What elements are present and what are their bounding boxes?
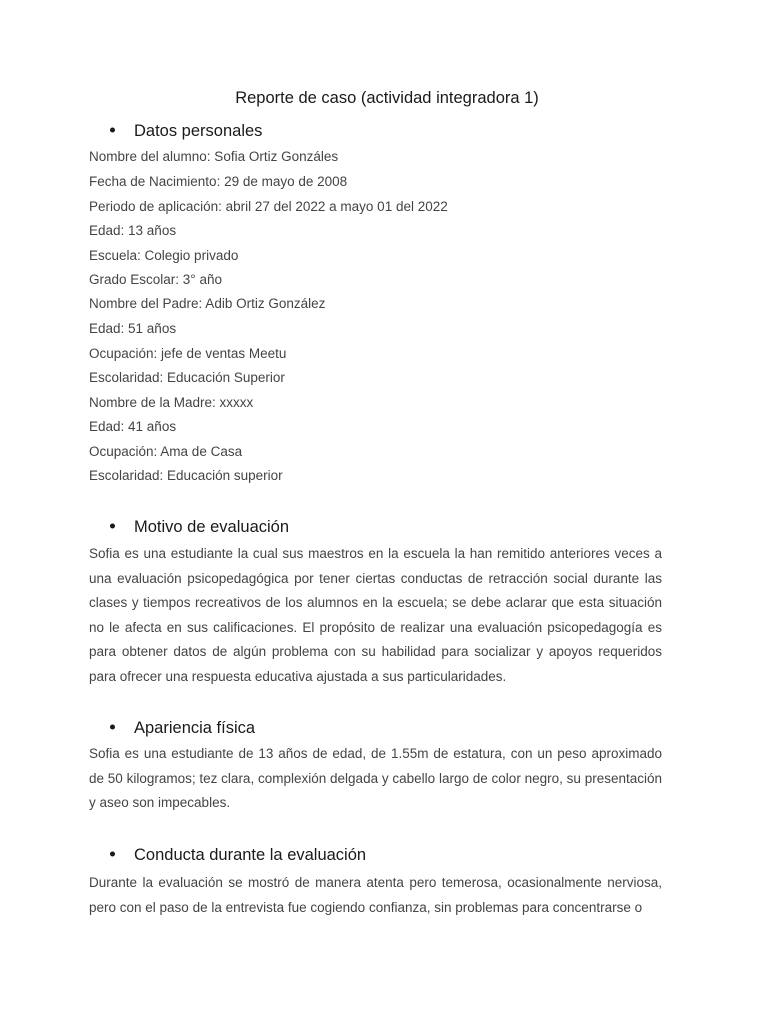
bullet-icon xyxy=(110,852,115,857)
datos-line: Nombre del Padre: Adib Ortiz González xyxy=(89,296,326,311)
bullet-icon xyxy=(110,128,115,133)
heading-text: Conducta durante la evaluación xyxy=(134,846,367,864)
datos-line: Fecha de Nacimiento: 29 de mayo de 2008 xyxy=(89,174,348,189)
datos-line: Edad: 13 años xyxy=(89,223,177,238)
datos-line: Escolaridad: Educación Superior xyxy=(89,370,285,385)
datos-line: Ocupación: Ama de Casa xyxy=(89,444,243,459)
datos-line: Periodo de aplicación: abril 27 del 2022 a mayo 01 del 2022 xyxy=(89,199,448,214)
heading-text: Apariencia física xyxy=(134,719,256,737)
datos-line: Ocupación: jefe de ventas Meetu xyxy=(89,346,287,361)
datos-line: Nombre del alumno: Sofia Ortiz Gonzáles xyxy=(89,149,339,164)
heading-text: Motivo de evaluación xyxy=(134,518,290,536)
document-title: Reporte de caso (actividad integradora 1) xyxy=(235,89,539,107)
datos-line: Grado Escolar: 3° año xyxy=(89,272,222,287)
conducta-paragraph: Durante la evaluación se mostró de manera atenta pero temerosa, ocasionalmente nerviosa, pero con el paso de la entrevista fue cogiendo confianza, sin problemas para concentrarse o xyxy=(89,875,662,915)
motivo-paragraph: Sofia es una estudiante la cual sus maestros en la escuela la han remitido anteriores veces a una evaluación psicopedagógica por tener ciertas conductas de retracción social durante las clases y tiempos recreativos de los alumnos en la escuela; se debe aclarar que esta situación no le afecta en sus calificaciones. El propósito de realizar una evaluación psicopedagogía es para obtener datos de algún problema con su habilidad para socializar y apoyos requeridos para ofrecer una respuesta educativa ajustada a sus particularidades. xyxy=(89,546,662,684)
datos-line: Escolaridad: Educación superior xyxy=(89,468,283,483)
datos-line: Escuela: Colegio privado xyxy=(89,248,239,263)
apariencia-paragraph: Sofia es una estudiante de 13 años de edad, de 1.55m de estatura, con un peso aproximado de 50 kilogramos; tez clara, complexión delgada y cabello largo de color negro, su presentación y aseo son impecables. xyxy=(89,746,662,811)
bullet-icon xyxy=(110,524,115,529)
heading-text: Datos personales xyxy=(134,122,263,140)
datos-line: Edad: 41 años xyxy=(89,419,177,434)
bullet-icon xyxy=(110,725,115,730)
datos-line: Edad: 51 años xyxy=(89,321,177,336)
datos-line: Nombre de la Madre: xxxxx xyxy=(89,395,254,410)
